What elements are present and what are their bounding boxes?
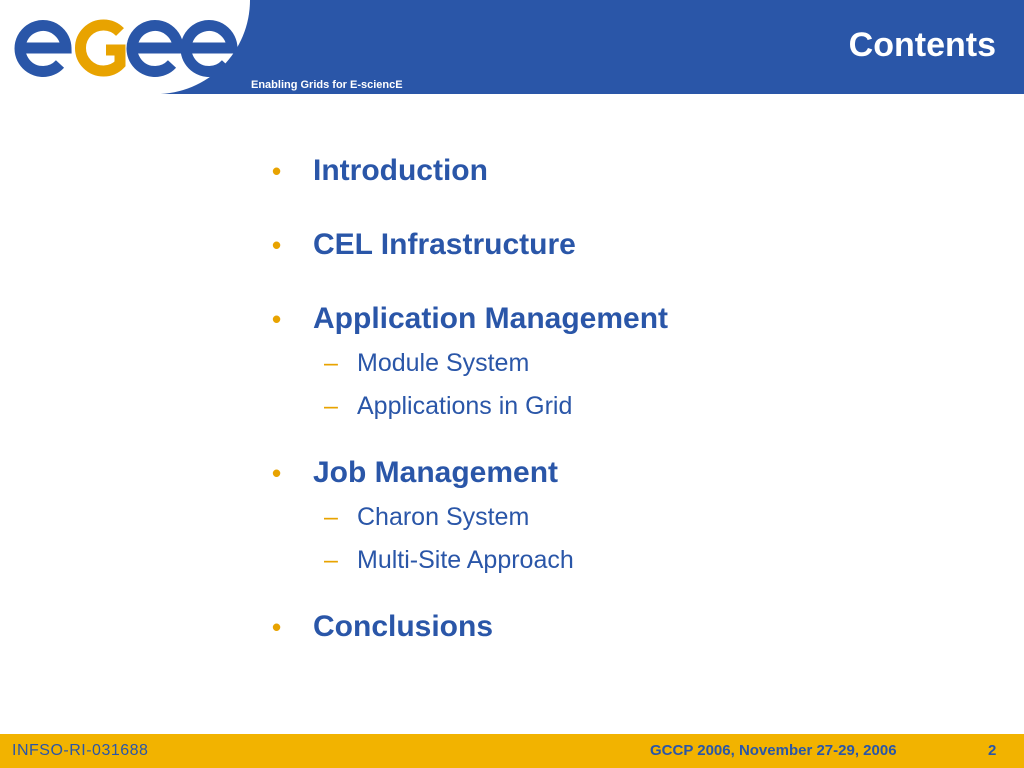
dash-icon: – [324, 392, 338, 420]
egee-logo-icon [10, 14, 242, 78]
spacer [272, 582, 972, 604]
outline-subitem-label: Applications in Grid [357, 392, 573, 420]
outline-subitem-label: Module System [357, 349, 530, 377]
bullet-icon: • [272, 156, 282, 186]
outline-item-introduction [272, 148, 972, 194]
spacer [272, 428, 972, 450]
outline-item-application-management [272, 296, 972, 342]
bullet-icon: • [272, 304, 282, 334]
project-id: INFSO-RI-031688 [12, 742, 149, 759]
outline-item-job-management [272, 450, 972, 496]
outline-item-label: Application Management [313, 302, 669, 335]
outline-item-label: Conclusions [313, 610, 494, 643]
outline-item-label: Introduction [313, 154, 488, 187]
outline-item-conclusions [272, 604, 972, 650]
slide-title: Contents [848, 26, 996, 64]
tagline: Enabling Grids for E-sciencE [251, 79, 403, 91]
page-number: 2 [988, 742, 997, 759]
outline-item-cel-infrastructure [272, 222, 972, 268]
slide-header [0, 0, 1024, 94]
bullet-icon: • [272, 458, 282, 488]
bullet-icon: • [272, 612, 282, 642]
bullet-icon: • [272, 230, 282, 260]
outline-list [272, 148, 972, 650]
outline-subitem-module-system [272, 342, 972, 385]
spacer [272, 194, 972, 222]
outline-item-label: CEL Infrastructure [313, 228, 576, 261]
outline-subitem-label: Charon System [357, 503, 530, 531]
outline-subitem-multi-site-approach [272, 539, 972, 582]
outline-subitem-label: Multi-Site Approach [357, 546, 574, 574]
outline-item-label: Job Management [313, 456, 559, 489]
logo-panel [0, 0, 250, 94]
outline-subitem-applications-in-grid [272, 385, 972, 428]
outline-subitem-charon-system [272, 496, 972, 539]
dash-icon: – [324, 546, 338, 574]
spacer [272, 268, 972, 296]
dash-icon: – [324, 349, 338, 377]
slide-footer [0, 734, 1024, 768]
event-label: GCCP 2006, November 27-29, 2006 [650, 742, 897, 759]
dash-icon: – [324, 503, 338, 531]
